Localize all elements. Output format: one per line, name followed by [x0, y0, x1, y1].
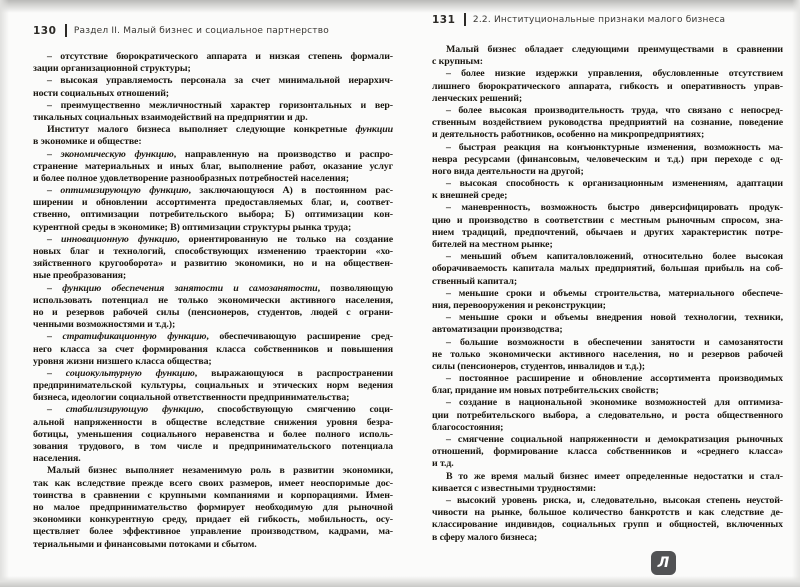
header-divider — [65, 24, 67, 37]
text-line: с крупным: — [432, 56, 483, 68]
text-line: териальными и финансовыми потоками и сбытом. — [33, 538, 257, 550]
emphasized-term: социокультурную функцию — [65, 367, 195, 379]
text-line: ленческих решений; — [432, 92, 523, 104]
running-title: Раздел II. Малый бизнес и социальное партнерство — [73, 25, 329, 36]
text-line: ботицы, уменьшения социального неравенства и более полного исполь- — [33, 428, 393, 440]
text-line: – маневренность, возможность быстро диверсифицировать продук- — [446, 202, 783, 214]
text-segment: , обеспечивающую расширение сред- — [206, 331, 393, 343]
text-line: ширении и обновлении ассортимента предоставляемых благ, и, соответ- — [33, 197, 393, 209]
text-line: – меньший объем капиталовложений, относительно более высокая — [446, 251, 783, 263]
text-line — [33, 404, 393, 416]
running-title: 2.2. Институциональные признаки малого бизнеса — [472, 14, 726, 25]
text-line: Малый бизнес выполняет незаменимую роль в развитии экономики, — [47, 465, 393, 477]
scan-shadow-right — [792, 0, 800, 587]
text-line: населения. — [33, 453, 81, 465]
text-line: Малый бизнес обладает следующими преимуществами в сравнении — [446, 44, 783, 55]
text-line: ществляет более эффективное управление производством, кадрами, ма- — [33, 526, 393, 538]
text-line: него класса за счет формирования класса собственников и повышения — [33, 343, 393, 355]
text-line: благосостояния; — [432, 421, 504, 433]
text-segment: , позволяющую — [317, 282, 393, 294]
text-line: – отсутствие бюрократического аппарата и низкая степень формали- — [47, 51, 393, 62]
text-line: альной напряженности в обществе вследствие снижения уровня безра- — [33, 416, 393, 428]
text-line: – высокая управляемость персонала за счет минимальной иерархич- — [47, 75, 393, 87]
emphasized-term: стратификационную функцию — [62, 331, 207, 343]
text-line: ния, перевооружения и реконструкции; — [432, 299, 606, 311]
text-line: предпринимательской культуры, социальных и этических норм ведения — [33, 380, 393, 392]
text-line: отношений, формирование класса собственников и «среднего класса» — [432, 446, 783, 458]
text-line: в экономике и обществе: — [33, 136, 142, 148]
text-segment: , выражающуюся в распространении — [194, 367, 393, 379]
emphasized-term: стабилизирующую функцию — [65, 404, 202, 416]
text-line: оборачиваемость капитала малых предприятий, большая прибыль на соб- — [432, 263, 783, 275]
page-number: 130 — [33, 24, 57, 37]
text-line: – большие возможности в обеспечении занятости и самозанятости — [446, 336, 783, 348]
text-line: зации организационной структуры; — [33, 63, 191, 75]
text-line: – меньшие сроки и объемы внедрения новой технологии, техники, — [446, 312, 783, 324]
text-line: – более низкие издержки управления, обусловленные отсутствием — [446, 68, 783, 80]
text-line — [33, 149, 393, 161]
page-body — [432, 44, 783, 544]
text-line: ственно, оптимизации потребительского выбора; Б) оптимизации кон- — [33, 209, 393, 221]
text-line: и деятельность работников, особенно на микропредприятиях; — [432, 129, 705, 141]
text-line: зования трудового, в том числе и предпринимательского потенциала — [33, 441, 393, 452]
publisher-watermark-icon: Л — [651, 551, 676, 575]
text-line: ции потребительского выбора, а следовательно, и роста общественного — [432, 409, 783, 421]
text-line: так как вследствие прежде всего своих размеров, имеет неоспоримые дос- — [33, 477, 393, 489]
text-line: бителей на местном рынке; — [432, 239, 553, 250]
running-head-left — [33, 24, 393, 37]
text-line: ственный капитал; — [432, 275, 518, 287]
text-line: автоматизации производства; — [432, 324, 563, 336]
text-line: ченными возможностями и т.д.); — [33, 319, 176, 331]
text-segment: – — [47, 185, 61, 197]
page-number: 131 — [432, 13, 456, 26]
text-line: нием традиций, предпочтений, обычаев и других характеристик потре- — [432, 226, 783, 238]
text-line: экономики конкурентную среду, придает ей гибкость, мобильность, осу- — [33, 514, 393, 526]
text-segment: , способствующую смягчению соци- — [201, 404, 393, 416]
text-line: использовать потенциал не только экономически активного населения, — [33, 294, 393, 306]
emphasized-term: оптимизирующую функцию — [60, 185, 189, 197]
text-line: странение материальных и иных благ, выполнение работ, оказание услуг — [33, 160, 393, 172]
running-head-right — [432, 13, 783, 26]
text-line: цию и производство в соответствии с местным рыночным спросом, зна- — [432, 214, 783, 226]
text-segment: – — [47, 148, 61, 160]
text-line: благ, придание им новых потребительских свойств; — [432, 385, 659, 397]
text-segment: , заключающуюся А) в постоянном рас- — [188, 185, 393, 197]
text-line: ные преобразования; — [33, 270, 127, 282]
text-segment: Институт малого бизнеса выполняет следующие конкретные — [47, 124, 356, 136]
text-segment: – — [47, 282, 63, 294]
emphasized-term: функции — [355, 124, 393, 136]
text-line: В то же время малый бизнес имеет определенные недостатки и стал- — [446, 470, 783, 482]
text-line — [33, 124, 393, 136]
text-line: новых благ и технологий, способствующих изменению траектории «хо- — [33, 246, 393, 257]
text-line: – высокий уровень риска, и, следовательно, высокая степень неустой- — [446, 494, 783, 506]
emphasized-term: экономическую функцию — [60, 148, 174, 160]
text-line: – более высокая производительность труда, что связано с непосред- — [446, 104, 783, 116]
text-line: ности социальных отношений; — [33, 87, 169, 99]
page-body — [33, 51, 393, 551]
text-line: и т.д. — [432, 458, 454, 470]
text-segment: – — [47, 404, 66, 416]
text-line: но и резервов рабочей силы (пенсионеров, студентов, людей с ограни- — [33, 306, 393, 318]
text-segment: , ориентированную не только на создание — [177, 233, 393, 245]
text-line: ного вида деятельности на другой; — [432, 165, 584, 177]
text-line: курентной среды в экономике; В) оптимизации структуры рынка труда; — [33, 221, 352, 233]
text-line: – постоянное расширение и обновление ассортимента производимых — [446, 373, 783, 385]
text-line: чивости на рынке, большое количество банкротств и как следствие де- — [432, 507, 783, 519]
text-line: зяйственного кругооборота» и развитию экономики, но и на обществен- — [33, 258, 393, 270]
text-line: – высокая способность к организационным изменениям, адаптации — [446, 178, 783, 190]
text-line: бизнеса, идеологии социальной ответственности предпринимательства; — [33, 392, 350, 404]
text-segment: – — [47, 331, 63, 343]
text-line: кивается с известными трудностями: — [432, 482, 597, 494]
text-line: тикальных социальных взаимодействий на предприятии и др. — [33, 111, 308, 123]
text-line: классирование индивидов, социальных групп и общностей, включенных — [432, 519, 783, 531]
text-line: невра ресурсами (финансовым, человеческим и т.д.) при переходе с од- — [432, 153, 783, 165]
text-line: лишнего бюрократического аппарата, гибкость и оперативность управ- — [432, 80, 783, 92]
text-line — [33, 331, 393, 343]
text-line: силы (пенсионеров, студентов, инвалидов и т.д.); — [432, 360, 645, 372]
scan-shadow-bottom — [0, 576, 800, 587]
text-line: к внешней среде; — [432, 190, 508, 202]
text-line: не только экономически активного населения, но и резервов рабочей — [432, 348, 783, 360]
text-segment: – — [47, 367, 66, 379]
text-line: уровня жизни низшего класса общества; — [33, 355, 212, 367]
text-line: – меньшие сроки и объемы строительства, материального обеспече- — [446, 287, 783, 299]
text-segment: , направленную на производство и распро- — [173, 148, 393, 160]
page-left — [33, 24, 393, 551]
text-line — [33, 368, 393, 380]
emphasized-term: функцию обеспечения занятости и самозанятости — [62, 282, 318, 294]
text-line: в сферу малого бизнеса; — [432, 531, 538, 543]
page-right — [432, 13, 783, 544]
text-line — [33, 234, 393, 246]
text-segment: – — [47, 233, 61, 245]
text-line: – быстрая реакция на конъюнктурные изменения, возможность ма- — [446, 141, 783, 153]
emphasized-term: инновационную функцию — [60, 233, 178, 245]
header-divider — [464, 13, 466, 26]
text-line: тоинства в сравнении с крупными компаниями и корпорациями. Имен- — [33, 489, 393, 501]
text-line: – создание в национальной экономике возможностей для оптимиза- — [446, 397, 783, 409]
text-line: но малое предпринимательство формирует необходимую для рыночной — [33, 501, 393, 513]
scan-shadow-top — [0, 0, 800, 13]
text-line: – преимущественно межличностный характер горизонтальных и вер- — [47, 99, 393, 111]
scan-shadow-left — [0, 0, 9, 587]
text-line: ственным воздействием руководства предприятий на сознание, поведение — [432, 117, 783, 129]
text-line: и более полное удовлетворение разнообразных потребностей населения; — [33, 172, 349, 184]
text-line — [33, 283, 393, 295]
text-line — [33, 185, 393, 197]
text-line: – смягчение социальной напряженности и демократизация рыночных — [446, 434, 783, 445]
